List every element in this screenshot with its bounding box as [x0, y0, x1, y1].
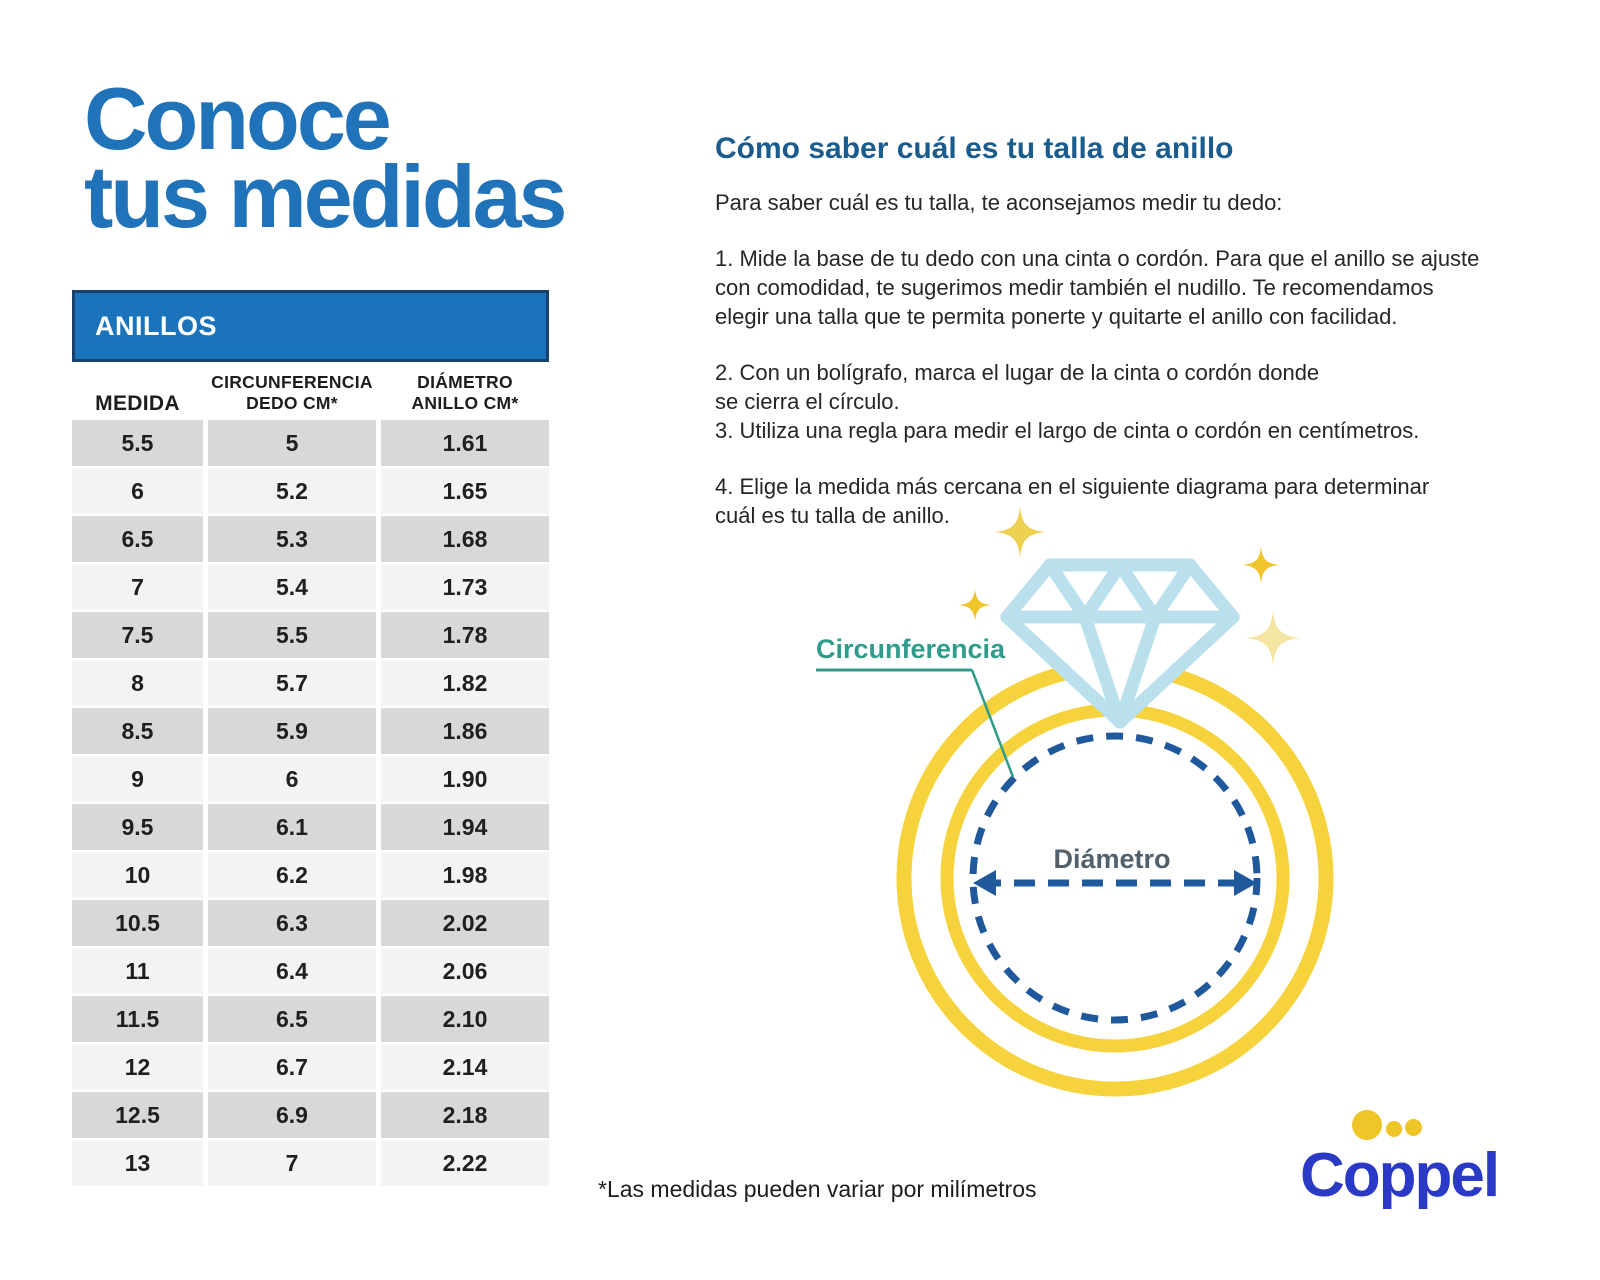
- sparkle-icon: [1242, 546, 1279, 583]
- table-row: [72, 468, 549, 514]
- sparkle-icon: [995, 507, 1046, 558]
- table-row: [72, 420, 549, 466]
- logo-wordmark: Coppel: [1300, 1141, 1499, 1210]
- cell-diametro-anillo: 1.68: [381, 516, 549, 562]
- cell-medida: 6.5: [72, 516, 203, 562]
- cell-medida: 7: [72, 564, 203, 610]
- circumference-callout-line: [816, 670, 1013, 777]
- cell-diametro-anillo: 2.22: [381, 1140, 549, 1186]
- cell-circunferencia-dedo: 5.9: [208, 708, 376, 754]
- diamond-icon: [1007, 565, 1233, 722]
- cell-diametro-anillo: 2.14: [381, 1044, 549, 1090]
- column-header-diametro: DIÁMETRO ANILLO CM*: [411, 372, 519, 413]
- cell-medida: 11: [72, 948, 203, 994]
- cell-circunferencia-dedo: 6: [208, 756, 376, 802]
- table-title: ANILLOS: [95, 310, 217, 341]
- cell-circunferencia-dedo: 5.3: [208, 516, 376, 562]
- table-row: [72, 1140, 549, 1186]
- cell-circunferencia-dedo: 6.9: [208, 1092, 376, 1138]
- table-row: [72, 516, 549, 562]
- cell-circunferencia-dedo: 5.5: [208, 612, 376, 658]
- cell-diametro-anillo: 1.65: [381, 468, 549, 514]
- cell-medida: 10: [72, 852, 203, 898]
- table-column-headers: [72, 362, 549, 420]
- cell-circunferencia-dedo: 6.1: [208, 804, 376, 850]
- column-header-medida: MEDIDA: [95, 392, 180, 415]
- table-row: [72, 564, 549, 610]
- page-title: [84, 69, 565, 246]
- cell-medida: 12: [72, 1044, 203, 1090]
- cell-circunferencia-dedo: 5.7: [208, 660, 376, 706]
- cell-medida: 8: [72, 660, 203, 706]
- cell-circunferencia-dedo: 6.2: [208, 852, 376, 898]
- cell-diametro-anillo: 1.73: [381, 564, 549, 610]
- cell-medida: 6: [72, 468, 203, 514]
- instructions-heading: Cómo saber cuál es tu talla de anillo: [715, 132, 1234, 165]
- cell-circunferencia-dedo: 6.4: [208, 948, 376, 994]
- ring-measurement-diagram: [780, 470, 1420, 1120]
- instruction-step-1: 1. Mide la base de tu dedo con una cinta o cordón. Para que el anillo se ajuste con comodidad, te sugerimos medir también el nudillo. Te recomendamos elegir una talla que te permita ponerte y quitarte el anillo con facilidad.: [715, 246, 1480, 329]
- cell-diametro-anillo: 2.02: [381, 900, 549, 946]
- table-row: [72, 852, 549, 898]
- table-row: [72, 900, 549, 946]
- table-row: [72, 756, 549, 802]
- logo-dot-small-1: [1386, 1121, 1402, 1137]
- circumference-label: Circunferencia: [816, 634, 1006, 664]
- cell-medida: 11.5: [72, 996, 203, 1042]
- table-row: [72, 996, 549, 1042]
- diameter-label: Diámetro: [1053, 844, 1171, 874]
- table-row: [72, 1044, 549, 1090]
- cell-diametro-anillo: 1.82: [381, 660, 549, 706]
- cell-medida: 13: [72, 1140, 203, 1186]
- column-header-circunferencia: CIRCUNFERENCIA DEDO CM*: [211, 372, 373, 413]
- cell-diametro-anillo: 1.94: [381, 804, 549, 850]
- table-row: [72, 660, 549, 706]
- cell-diametro-anillo: 1.98: [381, 852, 549, 898]
- cell-diametro-anillo: 1.78: [381, 612, 549, 658]
- table-row: [72, 1092, 549, 1138]
- table-row: [72, 708, 549, 754]
- table-title-bar: [72, 290, 549, 362]
- cell-circunferencia-dedo: 5: [208, 420, 376, 466]
- table-row: [72, 948, 549, 994]
- instruction-step-2: 2. Con un bolígrafo, marca el lugar de la cinta o cordón donde se cierra el círculo.: [715, 360, 1320, 414]
- table-row: [72, 612, 549, 658]
- cell-diametro-anillo: 2.06: [381, 948, 549, 994]
- ring-size-table: [72, 290, 549, 1188]
- cell-diametro-anillo: 2.18: [381, 1092, 549, 1138]
- instruction-step-3: 3. Utiliza una regla para medir el largo de cinta o cordón en centímetros.: [715, 418, 1420, 443]
- ring-outer-band: [904, 667, 1326, 1089]
- sparkle-icon: [959, 589, 992, 622]
- cell-medida: 9: [72, 756, 203, 802]
- cell-circunferencia-dedo: 6.7: [208, 1044, 376, 1090]
- cell-medida: 5.5: [72, 420, 203, 466]
- cell-medida: 9.5: [72, 804, 203, 850]
- sparkle-icon: [1245, 610, 1300, 665]
- table-body: [72, 420, 549, 1186]
- circumference-dashed-circle: [973, 736, 1257, 1020]
- cell-medida: 8.5: [72, 708, 203, 754]
- instruction-step-4: 4. Elige la medida más cercana en el siguiente diagrama para determinar cuál es tu talla de anillo.: [715, 474, 1430, 528]
- cell-diametro-anillo: 1.90: [381, 756, 549, 802]
- title-line-1: Conoce: [84, 69, 389, 168]
- cell-circunferencia-dedo: 5.2: [208, 468, 376, 514]
- cell-diametro-anillo: 1.86: [381, 708, 549, 754]
- title-line-2: tus medidas: [84, 147, 565, 246]
- cell-circunferencia-dedo: 6.3: [208, 900, 376, 946]
- cell-medida: 10.5: [72, 900, 203, 946]
- ring-inner-band: [947, 710, 1283, 1046]
- logo-dot-small-2: [1405, 1119, 1422, 1136]
- cell-diametro-anillo: 1.61: [381, 420, 549, 466]
- logo-dot-large: [1352, 1110, 1382, 1140]
- cell-circunferencia-dedo: 6.5: [208, 996, 376, 1042]
- cell-diametro-anillo: 2.10: [381, 996, 549, 1042]
- table-row: [72, 804, 549, 850]
- cell-circunferencia-dedo: 5.4: [208, 564, 376, 610]
- cell-medida: 12.5: [72, 1092, 203, 1138]
- cell-medida: 7.5: [72, 612, 203, 658]
- measurement-disclaimer: *Las medidas pueden variar por milímetros: [598, 1176, 1037, 1202]
- instructions-intro: Para saber cuál es tu talla, te aconsejamos medir tu dedo:: [715, 190, 1283, 215]
- cell-circunferencia-dedo: 7: [208, 1140, 376, 1186]
